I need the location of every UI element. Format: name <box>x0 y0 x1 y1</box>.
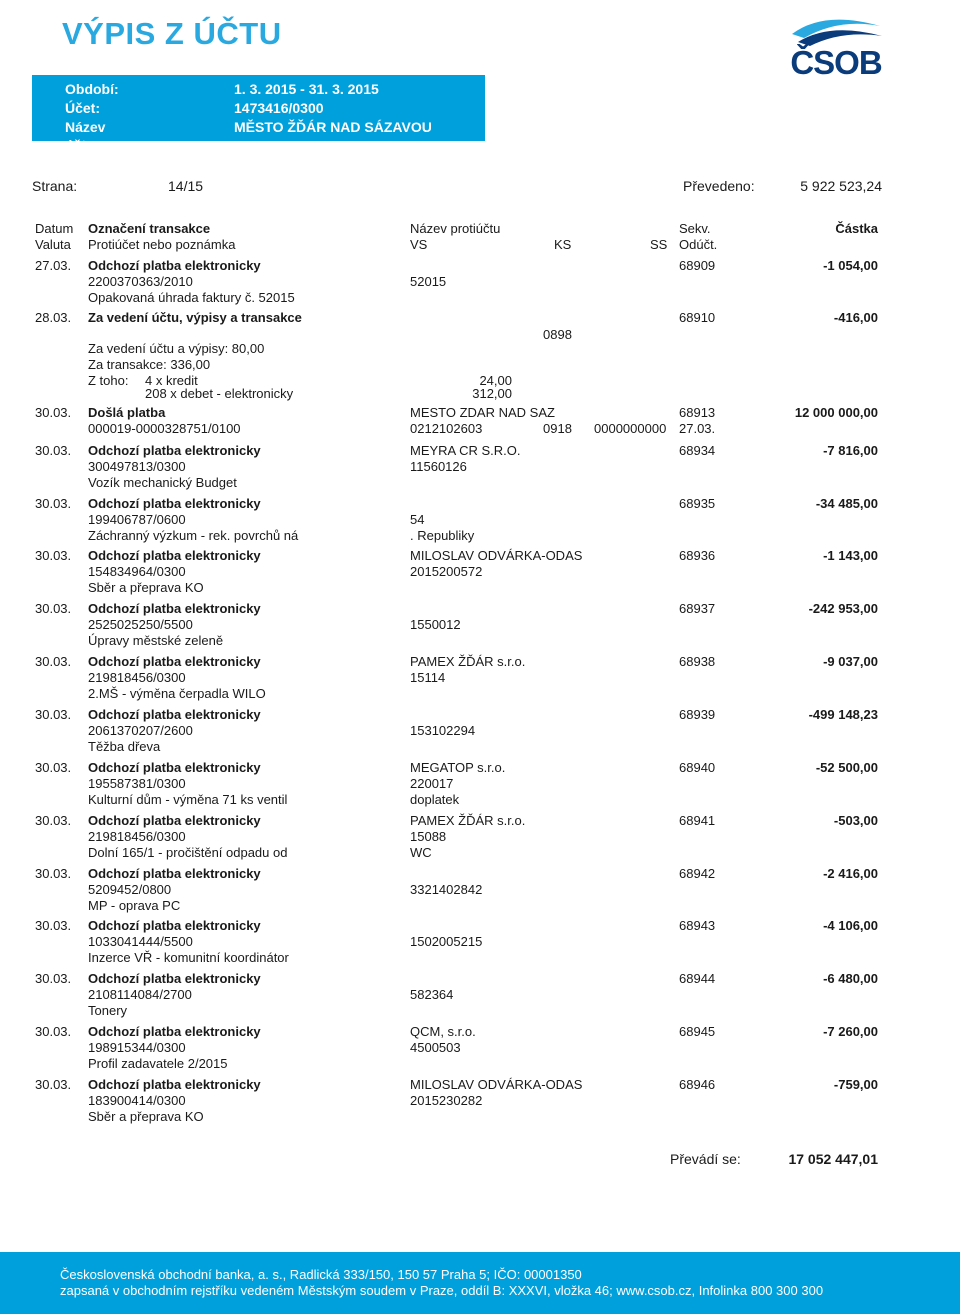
tx-note: Těžba dřeva <box>88 739 161 754</box>
tx-date: 30.03. <box>35 443 72 458</box>
col-oznaceni: Označení transakce <box>88 221 211 236</box>
tx-counter-account: 183900414/0300 <box>88 1093 186 1108</box>
fee-ztoho-label: Z toho: <box>88 373 129 388</box>
tx-vs: 1550012 <box>410 617 461 632</box>
tx-counter-account: 300497813/0300 <box>88 459 186 474</box>
period-value: 1. 3. 2015 - 31. 3. 2015 <box>234 81 379 97</box>
tx-amount: 12 000 000,00 <box>794 405 878 420</box>
tx-date: 30.03. <box>35 548 72 563</box>
tx-vs: 4500503 <box>410 1040 461 1055</box>
col-sekv: Sekv. <box>679 221 711 236</box>
tx-type: Odchozí platba elektronicky <box>88 601 261 616</box>
tx-amount: -7 260,00 <box>823 1024 878 1039</box>
tx-type: Odchozí platba elektronicky <box>88 496 261 511</box>
tx-type: Odchozí platba elektronicky <box>88 971 261 986</box>
tx-note: 2.MŠ - výměna čerpadla WILO <box>88 686 266 701</box>
tx-amount: -2 416,00 <box>823 866 878 881</box>
tx-vs: 0212102603 <box>410 421 483 436</box>
tx-counter-account: 2061370207/2600 <box>88 723 193 738</box>
account-value: 1473416/0300 <box>234 100 324 116</box>
account-name-label: Název účtu: <box>65 119 106 153</box>
tx-type: Odchozí platba elektronicky <box>88 918 261 933</box>
tx-vs: 11560126 <box>410 459 467 474</box>
tx-note: Sběr a přeprava KO <box>88 1109 204 1124</box>
tx-date: 30.03. <box>35 1077 72 1092</box>
carry-forward-label: Převádí se: <box>670 1151 741 1167</box>
tx-counter-account: 195587381/0300 <box>88 776 186 791</box>
tx-seq: 68943 <box>679 918 716 933</box>
tx-date: 30.03. <box>35 760 72 775</box>
tx-counter-account: 5209452/0800 <box>88 882 172 897</box>
tx-date: 30.03. <box>35 707 72 722</box>
period-label: Období: <box>65 81 119 97</box>
csob-logo-text: ČSOB <box>790 44 882 81</box>
tx-note: MP - oprava PC <box>88 898 181 913</box>
tx-amount: -7 816,00 <box>823 443 878 458</box>
tx-counterparty-name: QCM, s.r.o. <box>410 1024 476 1039</box>
fee-line-transakce: Za transakce: 336,00 <box>88 357 211 372</box>
carried-value: 5 922 523,24 <box>800 178 882 194</box>
fee-ks: 0898 <box>543 327 572 342</box>
tx-counter-account: 154834964/0300 <box>88 564 186 579</box>
tx-counter-account: 198915344/0300 <box>88 1040 186 1055</box>
col-valuta: Valuta <box>35 237 71 252</box>
carried-label: Převedeno: <box>683 178 755 194</box>
tx-seq: 68938 <box>679 654 716 669</box>
tx-type: Odchozí platba elektronicky <box>88 813 261 828</box>
tx-counter-account: 1033041444/5500 <box>88 934 193 949</box>
tx-counterparty-extra: WC <box>410 845 432 860</box>
tx-counterparty-name: MILOSLAV ODVÁRKA-ODAS <box>410 1077 583 1092</box>
tx-seq: 68945 <box>679 1024 716 1039</box>
tx-vs: 15088 <box>410 829 447 844</box>
tx-type: Odchozí platba elektronicky <box>88 866 261 881</box>
tx-ss: 0000000000 <box>594 421 667 436</box>
tx-amount: -34 485,00 <box>815 496 878 511</box>
tx-note: Úpravy městské zeleně <box>88 633 224 648</box>
fee-line-vedeni: Za vedení účtu a výpisy: 80,00 <box>88 341 265 356</box>
tx-date: 30.03. <box>35 971 72 986</box>
tx-date: 30.03. <box>35 813 72 828</box>
tx-note: Sběr a přeprava KO <box>88 580 204 595</box>
tx-vs: 220017 <box>410 776 454 791</box>
tx-type: Odchozí platba elektronicky <box>88 1024 261 1039</box>
tx-vs: 15114 <box>410 670 446 685</box>
tx-type: Došlá platba <box>88 405 166 420</box>
fee-amount: -416,00 <box>833 310 878 325</box>
fee-debet-value: 312,00 <box>472 386 512 401</box>
tx-counterparty-name: MILOSLAV ODVÁRKA-ODAS <box>410 548 583 563</box>
tx-counterparty-extra: doplatek <box>410 792 460 807</box>
tx-counter-account: 199406787/0600 <box>88 512 186 527</box>
footer-line-2: zapsaná v obchodním rejstříku vedeném Městským soudem v Praze, oddíl B: XXXVI, vložka 46; www.csob.cz, Infolinka 800 300 300 <box>60 1283 824 1298</box>
tx-note: Profil zadavatele 2/2015 <box>88 1056 228 1071</box>
tx-amount: -1 054,00 <box>823 258 878 273</box>
tx-counter-account: 2108114084/2700 <box>88 987 192 1002</box>
footer-line-1: Československá obchodní banka, a. s., Radlická 333/150, 150 57 Praha 5; IČO: 00001350 <box>60 1267 582 1282</box>
fee-date: 28.03. <box>35 310 72 325</box>
page-value: 14/15 <box>168 178 204 194</box>
tx-amount: -9 037,00 <box>823 654 878 669</box>
tx-note: Inzerce VŘ - komunitní koordinátor <box>88 950 289 965</box>
bank-footer <box>0 1252 960 1314</box>
tx-type: Odchozí platba elektronicky <box>88 548 261 563</box>
tx-vs: 582364 <box>410 987 454 1002</box>
tx-note: Dolní 165/1 - pročištění odpadu od <box>88 845 288 860</box>
tx-type: Odchozí platba elektronicky <box>88 654 261 669</box>
tx-date: 30.03. <box>35 496 72 511</box>
tx-date: 30.03. <box>35 405 72 420</box>
tx-seq: 68944 <box>679 971 716 986</box>
tx-date: 27.03. <box>35 258 72 273</box>
col-protiucet: Protiúčet nebo poznámka <box>88 237 236 252</box>
tx-type: Odchozí platba elektronicky <box>88 760 261 775</box>
tx-note: Vozík mechanický Budget <box>88 475 237 490</box>
tx-ks: 0918 <box>543 421 572 436</box>
tx-type: Odchozí platba elektronicky <box>88 1077 261 1092</box>
tx-amount: -4 106,00 <box>823 918 878 933</box>
col-ks: KS <box>554 237 572 252</box>
tx-note: Kulturní dům - výměna 71 ks ventil <box>88 792 288 807</box>
tx-posting-date: 27.03. <box>679 421 716 436</box>
csob-wave-icon <box>784 4 888 48</box>
tx-date: 30.03. <box>35 918 72 933</box>
fee-debet-label: 208 x debet - elektronicky <box>145 386 294 401</box>
col-castka: Částka <box>835 221 878 236</box>
tx-counterparty-name: MEGATOP s.r.o. <box>410 760 506 775</box>
account-name-value: MĚSTO ŽĎÁR NAD SÁZAVOU <box>234 119 432 135</box>
tx-amount: -6 480,00 <box>823 971 878 986</box>
tx-date: 30.03. <box>35 654 72 669</box>
account-label: Účet: <box>65 100 101 116</box>
tx-seq: 68935 <box>679 496 716 511</box>
tx-date: 30.03. <box>35 866 72 881</box>
fee-kredit-value: 24,00 <box>479 373 512 388</box>
tx-vs: 3321402842 <box>410 882 483 897</box>
fee-type: Za vedení účtu, výpisy a transakce <box>88 310 302 325</box>
tx-counter-account: 219818456/0300 <box>88 670 186 685</box>
col-ss: SS <box>650 237 668 252</box>
tx-seq: 68934 <box>679 443 716 458</box>
tx-counter-account: 219818456/0300 <box>88 829 186 844</box>
tx-type: Odchozí platba elektronicky <box>88 258 261 273</box>
tx-counter-account: 2200370363/2010 <box>88 274 193 289</box>
tx-amount: -1 143,00 <box>823 548 878 563</box>
tx-seq: 68942 <box>679 866 716 881</box>
tx-seq: 68909 <box>679 258 716 273</box>
tx-amount: -499 148,23 <box>808 707 878 722</box>
tx-note: Tonery <box>88 1003 128 1018</box>
tx-counterparty-name: MESTO ZDAR NAD SAZ <box>410 405 555 420</box>
tx-amount: -503,00 <box>833 813 878 828</box>
tx-seq: 68940 <box>679 760 716 775</box>
tx-seq: 68937 <box>679 601 716 616</box>
tx-vs: 153102294 <box>410 723 476 738</box>
tx-seq: 68913 <box>679 405 716 420</box>
tx-type: Odchozí platba elektronicky <box>88 707 261 722</box>
tx-seq: 68936 <box>679 548 716 563</box>
tx-vs: 1502005215 <box>410 934 483 949</box>
page-label: Strana: <box>32 178 78 194</box>
col-nazev-protiuctu: Název protiúčtu <box>410 221 501 236</box>
col-oduct: Odúčt. <box>679 237 718 252</box>
col-vs: VS <box>410 237 428 252</box>
statement-title: VÝPIS Z ÚČTU <box>62 16 282 51</box>
fee-kredit-label: 4 x kredit <box>145 373 198 388</box>
carry-forward-value: 17 052 447,01 <box>788 1151 878 1167</box>
tx-seq: 68941 <box>679 813 716 828</box>
csob-logo <box>784 4 888 80</box>
tx-counterparty-name: PAMEX ŽĎÁR s.r.o. <box>410 813 526 828</box>
account-info-box <box>32 75 485 153</box>
tx-counterparty-extra: . Republiky <box>410 528 475 543</box>
tx-vs: 52015 <box>410 274 447 289</box>
tx-date: 30.03. <box>35 601 72 616</box>
tx-type: Odchozí platba elektronicky <box>88 443 261 458</box>
tx-counterparty-name: MEYRA CR S.R.O. <box>410 443 521 458</box>
tx-vs: 2015230282 <box>410 1093 483 1108</box>
tx-counterparty-name: PAMEX ŽĎÁR s.r.o. <box>410 654 526 669</box>
tx-amount: -52 500,00 <box>815 760 878 775</box>
tx-amount: -242 953,00 <box>808 601 878 616</box>
col-datum: Datum <box>35 221 74 236</box>
tx-vs: 54 <box>410 512 425 527</box>
tx-seq: 68939 <box>679 707 716 722</box>
tx-vs: 2015200572 <box>410 564 483 579</box>
tx-amount: -759,00 <box>833 1077 878 1092</box>
tx-note: Opakovaná úhrada faktury č. 52015 <box>88 290 295 305</box>
tx-counter-account: 2525025250/5500 <box>88 617 193 632</box>
tx-date: 30.03. <box>35 1024 72 1039</box>
tx-note: Záchranný výzkum - rek. povrchů ná <box>88 528 299 543</box>
fee-seq: 68910 <box>679 310 716 325</box>
tx-counter-account: 000019-0000328751/0100 <box>88 421 241 436</box>
tx-seq: 68946 <box>679 1077 716 1092</box>
